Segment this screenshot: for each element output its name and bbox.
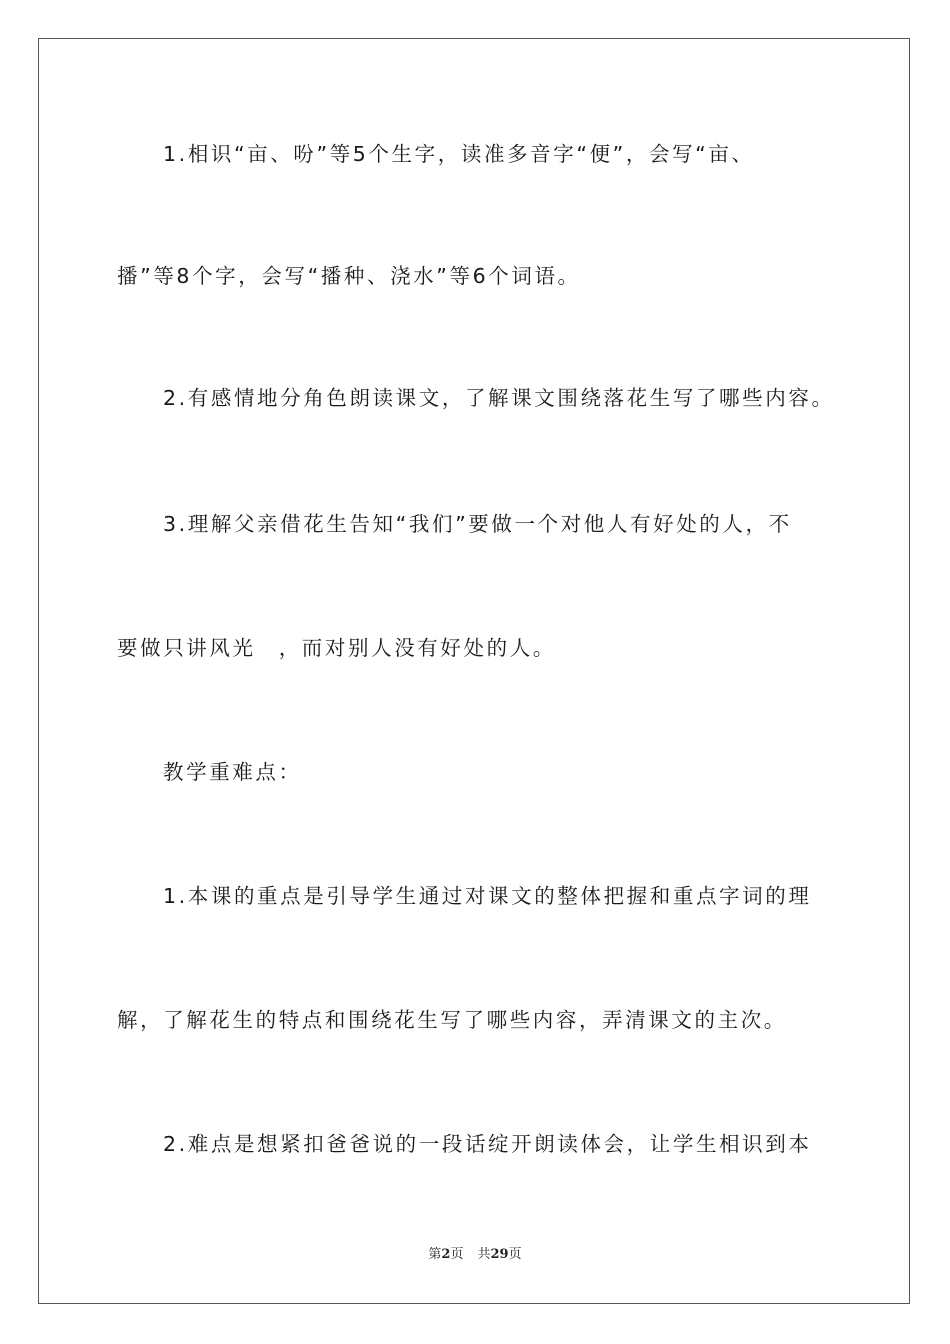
footer-total-pages: 29 — [490, 1247, 509, 1262]
text-line-key-point-2: 2.难点是想紧扣爸爸说的一段话绽开朗读体会，让学生相识到本 — [163, 1132, 812, 1156]
text-line-objective-2: 2.有感情地分角色朗读课文，了解课文围绕落花生写了哪些内容。 — [163, 386, 835, 410]
page-footer — [0, 1245, 950, 1265]
footer-page-suffix: 页 — [450, 1247, 464, 1262]
text-line-objective-3: 3.理解父亲借花生告知“我们”要做一个对他人有好处的人，不 — [163, 512, 792, 536]
text-line-objective-1: 1.相识“亩、吩”等5个生字，读准多音字“便”，会写“亩、 — [163, 142, 755, 166]
text-line-objective-1-cont: 播”等8个字，会写“播种、浇水”等6个词语。 — [117, 264, 581, 288]
footer-total-suffix: 页 — [508, 1247, 522, 1262]
footer-total-prefix: 共 — [477, 1247, 491, 1262]
text-line-key-point-1: 1.本课的重点是引导学生通过对课文的整体把握和重点字词的理 — [163, 884, 812, 908]
section-heading-key-points: 教学重难点： — [163, 760, 302, 784]
page-border — [38, 38, 910, 1304]
footer-page-number: 2 — [441, 1247, 451, 1262]
text-line-key-point-1-cont: 解，了解花生的特点和围绕花生写了哪些内容，弄清课文的主次。 — [117, 1008, 787, 1032]
text-line-objective-3-cont: 要做只讲风光 ，而对别人没有好处的人。 — [117, 636, 556, 660]
footer-page-prefix: 第 — [428, 1247, 442, 1262]
